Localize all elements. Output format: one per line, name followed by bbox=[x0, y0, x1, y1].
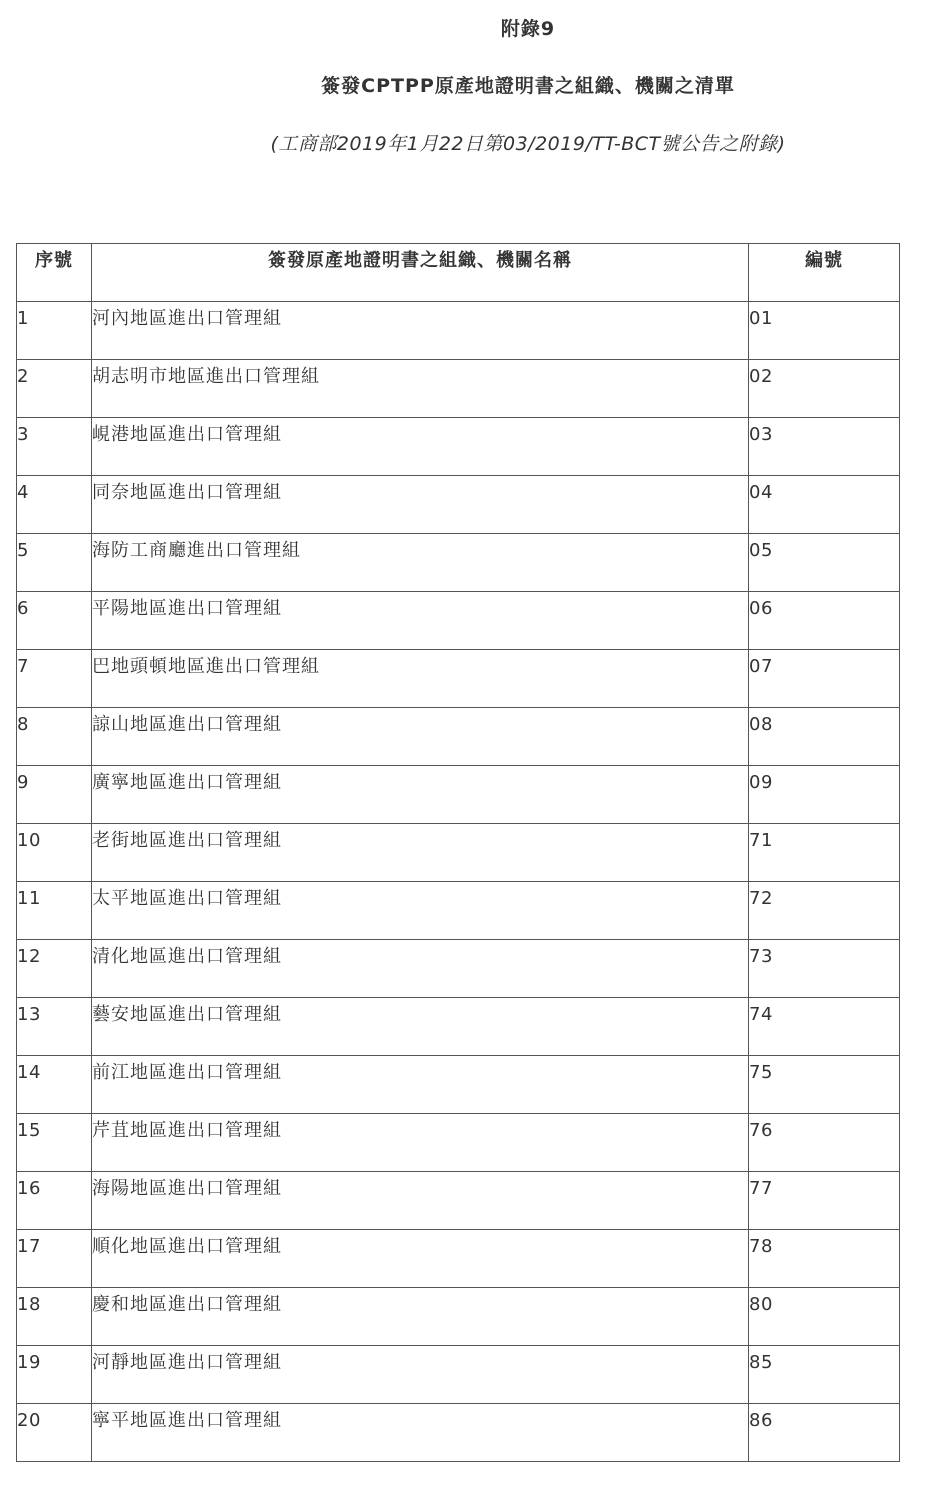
table-row bbox=[17, 592, 900, 650]
cell-code: 05 bbox=[749, 534, 900, 592]
table-row bbox=[17, 1288, 900, 1346]
cell-name: 諒山地區進出口管理組 bbox=[92, 708, 749, 766]
cell-seq: 16 bbox=[17, 1172, 92, 1230]
cell-code: 75 bbox=[749, 1056, 900, 1114]
cell-name: 同奈地區進出口管理組 bbox=[92, 476, 749, 534]
table-row bbox=[17, 1056, 900, 1114]
cell-seq: 17 bbox=[17, 1230, 92, 1288]
cell-code: 07 bbox=[749, 650, 900, 708]
cell-seq: 7 bbox=[17, 650, 92, 708]
cell-seq: 14 bbox=[17, 1056, 92, 1114]
cell-seq: 19 bbox=[17, 1346, 92, 1404]
table-row bbox=[17, 998, 900, 1056]
cell-code: 74 bbox=[749, 998, 900, 1056]
cell-seq: 18 bbox=[17, 1288, 92, 1346]
cell-name: 芹苴地區進出口管理組 bbox=[92, 1114, 749, 1172]
table-row bbox=[17, 1114, 900, 1172]
cell-code: 80 bbox=[749, 1288, 900, 1346]
cell-name: 藝安地區進出口管理組 bbox=[92, 998, 749, 1056]
header-code: 編號 bbox=[749, 244, 900, 302]
cell-code: 73 bbox=[749, 940, 900, 998]
cell-seq: 12 bbox=[17, 940, 92, 998]
cell-seq: 4 bbox=[17, 476, 92, 534]
cell-name: 巴地頭頓地區進出口管理組 bbox=[92, 650, 749, 708]
table-row bbox=[17, 302, 900, 360]
cell-code: 04 bbox=[749, 476, 900, 534]
cell-seq: 2 bbox=[17, 360, 92, 418]
cell-name: 峴港地區進出口管理組 bbox=[92, 418, 749, 476]
issuing-authorities-table bbox=[16, 243, 900, 1462]
page-title: 簽發CPTPP原產地證明書之組織、機關之清單 bbox=[321, 75, 735, 97]
cell-seq: 5 bbox=[17, 534, 92, 592]
cell-name: 慶和地區進出口管理組 bbox=[92, 1288, 749, 1346]
table-row bbox=[17, 766, 900, 824]
table-row bbox=[17, 650, 900, 708]
header-name: 簽發原產地證明書之組織、機關名稱 bbox=[92, 244, 749, 302]
table-row bbox=[17, 824, 900, 882]
cell-seq: 1 bbox=[17, 302, 92, 360]
cell-name: 老街地區進出口管理組 bbox=[92, 824, 749, 882]
cell-seq: 3 bbox=[17, 418, 92, 476]
table-row bbox=[17, 708, 900, 766]
cell-name: 河內地區進出口管理組 bbox=[92, 302, 749, 360]
table-row bbox=[17, 534, 900, 592]
table-row bbox=[17, 360, 900, 418]
cell-name: 前江地區進出口管理組 bbox=[92, 1056, 749, 1114]
appendix-label: 附錄9 bbox=[500, 18, 556, 40]
cell-seq: 11 bbox=[17, 882, 92, 940]
cell-code: 77 bbox=[749, 1172, 900, 1230]
table-row bbox=[17, 882, 900, 940]
table-row bbox=[17, 476, 900, 534]
cell-name: 海陽地區進出口管理組 bbox=[92, 1172, 749, 1230]
cell-code: 85 bbox=[749, 1346, 900, 1404]
table-row bbox=[17, 1404, 900, 1462]
table-row bbox=[17, 1346, 900, 1404]
cell-code: 86 bbox=[749, 1404, 900, 1462]
cell-code: 02 bbox=[749, 360, 900, 418]
cell-seq: 9 bbox=[17, 766, 92, 824]
cell-code: 08 bbox=[749, 708, 900, 766]
cell-name: 平陽地區進出口管理組 bbox=[92, 592, 749, 650]
table-row bbox=[17, 940, 900, 998]
table-header-row bbox=[17, 244, 900, 302]
cell-seq: 6 bbox=[17, 592, 92, 650]
cell-name: 太平地區進出口管理組 bbox=[92, 882, 749, 940]
header-seq: 序號 bbox=[17, 244, 92, 302]
cell-name: 清化地區進出口管理組 bbox=[92, 940, 749, 998]
cell-code: 06 bbox=[749, 592, 900, 650]
cell-seq: 15 bbox=[17, 1114, 92, 1172]
cell-seq: 8 bbox=[17, 708, 92, 766]
cell-code: 01 bbox=[749, 302, 900, 360]
page-subtitle: (工商部2019年1月22日第03/2019/TT-BCT號公告之附錄) bbox=[270, 133, 786, 155]
cell-code: 03 bbox=[749, 418, 900, 476]
cell-name: 順化地區進出口管理組 bbox=[92, 1230, 749, 1288]
table-row bbox=[17, 418, 900, 476]
cell-name: 寧平地區進出口管理組 bbox=[92, 1404, 749, 1462]
cell-seq: 10 bbox=[17, 824, 92, 882]
cell-seq: 13 bbox=[17, 998, 92, 1056]
cell-name: 海防工商廳進出口管理組 bbox=[92, 534, 749, 592]
cell-code: 71 bbox=[749, 824, 900, 882]
cell-name: 廣寧地區進出口管理組 bbox=[92, 766, 749, 824]
cell-code: 78 bbox=[749, 1230, 900, 1288]
cell-code: 76 bbox=[749, 1114, 900, 1172]
cell-code: 72 bbox=[749, 882, 900, 940]
table-row bbox=[17, 1230, 900, 1288]
cell-name: 河靜地區進出口管理組 bbox=[92, 1346, 749, 1404]
cell-seq: 20 bbox=[17, 1404, 92, 1462]
table-row bbox=[17, 1172, 900, 1230]
cell-name: 胡志明市地區進出口管理組 bbox=[92, 360, 749, 418]
cell-code: 09 bbox=[749, 766, 900, 824]
